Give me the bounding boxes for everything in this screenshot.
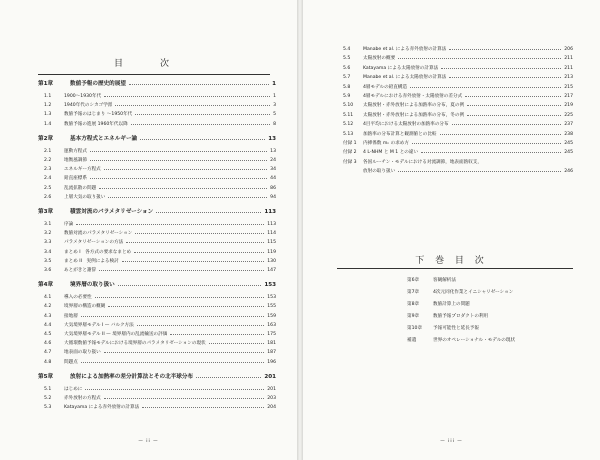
entry-title: Katayama による赤外放射の計算法 — [64, 405, 140, 411]
dot-leader — [95, 297, 265, 298]
dot-leader — [108, 306, 264, 307]
dot-leader — [90, 151, 267, 152]
entry-number: 第6章 — [407, 278, 420, 283]
entry-number: 3.6 — [44, 268, 52, 273]
chapter-entry — [38, 79, 276, 89]
entry-number: 2.1 — [44, 148, 52, 154]
entry-page: 201 — [267, 386, 276, 392]
dot-leader — [115, 105, 270, 106]
entry-number: 5.5 — [343, 56, 351, 62]
entry-number: 4.3 — [44, 313, 52, 319]
entry-number: 付録 1 — [343, 141, 357, 146]
vol2-entry — [407, 299, 470, 310]
entry-number: 付録 2 — [343, 150, 357, 156]
dot-leader — [137, 325, 264, 326]
entry-page: 115 — [267, 240, 276, 246]
dot-leader — [142, 407, 264, 408]
entry-title: エネルギー方程式 — [64, 167, 101, 173]
entry-page: 245 — [564, 141, 573, 146]
entry-page: 181 — [267, 341, 276, 347]
entry-number: 1.1 — [44, 94, 52, 99]
vol2-entry — [407, 287, 513, 298]
entry-number: 3.1 — [44, 222, 52, 227]
entry-page: 113 — [264, 209, 276, 215]
entry-number: 4.5 — [44, 332, 52, 337]
entry-number: 5.1 — [44, 386, 52, 392]
entry-page: 238 — [564, 131, 573, 137]
dot-leader — [209, 343, 265, 344]
dot-leader — [104, 352, 264, 353]
section-entry — [38, 120, 276, 130]
entry-title: 地衡風調節 — [64, 158, 87, 163]
entry-number: 1.4 — [44, 121, 52, 127]
entry-title: 4目平均における太陽放射の加熱率の分布 — [363, 122, 449, 128]
entry-page: 86 — [270, 185, 276, 191]
entry-title: Katayama による太陽放射の計算法 — [363, 65, 439, 71]
entry-page: 175 — [267, 332, 276, 337]
entry-page: 213 — [564, 75, 573, 81]
entry-number: 2.6 — [44, 194, 52, 200]
entry-number: 2.2 — [44, 158, 52, 163]
entry-title: Manabe et al. による赤外放射の計算法 — [363, 47, 447, 52]
entry-title: 数値予報の歴史的展望 — [70, 81, 126, 87]
entry-title: 赤外放射の方程式 — [64, 396, 101, 401]
dot-leader — [452, 124, 562, 125]
entry-title: 世界のオペレーショナル・モデルの現状 — [433, 338, 516, 343]
entry-title: はじめに — [64, 386, 83, 392]
entry-page: 246 — [564, 169, 573, 175]
dot-leader — [398, 58, 561, 59]
entry-title: 数値対流のパラメタリゼーション — [64, 231, 133, 237]
dot-leader — [104, 96, 270, 97]
entry-title: 大循環数値予報モデルにおける境界層のパラメタリゼーションの現状 — [64, 341, 206, 347]
chapter-entry — [38, 134, 276, 144]
page-folio: — ii — — [138, 439, 159, 444]
entry-title: 加熱率の分布計算と観測値との比較 — [363, 131, 437, 137]
section-entry — [38, 358, 276, 368]
entry-page: 34 — [270, 167, 276, 173]
entry-title: 導入の必要性 — [64, 295, 92, 301]
dot-leader — [465, 96, 561, 97]
dot-leader — [99, 270, 264, 271]
entry-page: 211 — [564, 56, 573, 62]
entry-title: 4 L-NHM と M 1 との違い — [363, 150, 419, 156]
dot-leader — [108, 197, 267, 198]
entry-number: 第4章 — [38, 282, 54, 289]
entry-title: パラメタリゼーションの方法 — [64, 240, 124, 246]
page-folio: — iii — — [440, 439, 463, 444]
entry-title: 基本方程式とエネルギー論 — [70, 135, 138, 142]
entry-page: 119 — [267, 249, 276, 255]
entry-title: 数値予報の進展 1960年代以降 — [64, 121, 128, 127]
entry-number: 4.2 — [44, 304, 52, 310]
dot-leader — [126, 242, 264, 243]
entry-title: 接地層 — [64, 313, 78, 319]
entry-title: 問題点 — [64, 359, 78, 365]
entry-number: 5.2 — [44, 396, 52, 401]
dot-leader — [104, 169, 267, 170]
right-page — [303, 0, 600, 460]
dot-leader — [135, 114, 270, 115]
vol2-entry — [407, 275, 456, 286]
entry-page: 203 — [267, 396, 276, 401]
entry-number: 5.7 — [343, 75, 351, 81]
dot-leader — [99, 188, 267, 189]
entry-number: 5.4 — [343, 47, 351, 52]
entry-title: 放射による加熱率の差分計算法とその北半球分布 — [70, 373, 194, 380]
entry-title: 運動方程式 — [64, 148, 87, 154]
entry-page: 211 — [564, 65, 573, 71]
title-rule — [38, 74, 270, 75]
dot-leader — [170, 334, 264, 335]
entry-page: 237 — [564, 122, 573, 128]
entry-title: 客観解析法 — [433, 278, 456, 283]
dot-leader — [412, 143, 561, 144]
vol2-entry — [407, 311, 488, 322]
chapter-entry — [38, 372, 276, 382]
entry-page: 163 — [267, 322, 276, 328]
entry-page: 113 — [267, 222, 276, 227]
entry-page: 114 — [267, 231, 276, 237]
dot-leader — [129, 84, 269, 85]
entry-title: 放射の取り扱い — [363, 169, 396, 175]
entry-page: 225 — [564, 112, 573, 118]
entry-page: 1 — [273, 94, 276, 99]
entry-title: 大気境界層モデル I — バルク方法 — [64, 322, 134, 328]
entry-number: 第9章 — [407, 314, 420, 319]
entry-number: 5.13 — [343, 131, 354, 137]
entry-title: 1900〜1930年代 — [64, 94, 102, 99]
entry-page: 153 — [264, 282, 276, 289]
entry-number: 5.9 — [343, 94, 351, 99]
entry-page: 147 — [267, 268, 276, 273]
entry-number: 2.4 — [44, 176, 52, 182]
entry-number: 5.10 — [343, 103, 354, 109]
entry-page: 187 — [267, 350, 276, 356]
entry-page: 3 — [273, 103, 276, 109]
dot-leader — [104, 398, 264, 399]
dot-leader — [467, 115, 561, 116]
entry-title: 序論 — [64, 222, 74, 227]
dot-leader — [140, 139, 265, 140]
dot-leader — [440, 134, 562, 135]
dot-leader — [90, 160, 267, 161]
dot-leader — [467, 105, 561, 106]
dot-leader — [81, 362, 264, 363]
entry-title: 太陽放射・赤外放射による加熱率の分布，冬の例 — [363, 112, 465, 118]
entry-number: 2.3 — [44, 167, 52, 173]
entry-page: 196 — [267, 359, 276, 365]
entry-number: 5.6 — [343, 65, 351, 71]
entry-page: 1 — [272, 81, 276, 87]
entry-page: 206 — [564, 47, 573, 52]
dot-leader — [131, 124, 270, 125]
entry-title: 内挿係数 mₙ の求め方 — [363, 141, 409, 146]
entry-title: 地表面の取り扱い — [64, 350, 101, 356]
entry-number: 1.2 — [44, 103, 52, 109]
vol2-entry — [407, 323, 479, 334]
entry-title: 大気境界層モデル II — 境界層内の乱流輸送の評価 — [64, 332, 168, 337]
dot-leader — [196, 377, 261, 378]
entry-number: 4.1 — [44, 295, 52, 301]
entry-title: 太陽放射・赤外放射による加熱率の分布，夏の例 — [363, 103, 465, 109]
entry-page: 13 — [268, 135, 276, 142]
entry-title: 1940年代のシカゴ学派 — [64, 103, 113, 109]
entry-page: 201 — [264, 373, 276, 380]
entry-number: 3.4 — [44, 249, 52, 255]
entry-title: 太陽放射の概要 — [363, 56, 396, 62]
section-entry — [38, 193, 276, 203]
dot-leader — [449, 49, 561, 50]
entry-title: 境界層の取り扱い — [70, 282, 115, 289]
entry-number: 4.6 — [44, 341, 52, 347]
entry-number: 第7章 — [407, 290, 420, 295]
entry-page: 215 — [564, 84, 573, 90]
entry-number: 2.5 — [44, 185, 52, 191]
entry-number: 5.3 — [44, 405, 52, 411]
entry-page: 8 — [273, 121, 276, 127]
entry-page: 153 — [267, 295, 276, 301]
entry-number: 補遺 — [407, 338, 417, 343]
vol2-rule — [337, 268, 573, 269]
entry-page: 204 — [267, 405, 276, 411]
dot-leader — [118, 285, 262, 286]
entry-page: 44 — [270, 176, 276, 182]
vol2-entry — [407, 335, 515, 346]
dot-leader — [156, 212, 261, 213]
dot-leader — [81, 316, 264, 317]
dot-leader — [421, 152, 561, 153]
entry-page: 5 — [273, 112, 276, 118]
entry-number: 3.5 — [44, 258, 52, 264]
vol2-title: 下 巻 目 次 — [415, 256, 488, 266]
entry-title: 数値予報プロダクトの利用 — [433, 314, 489, 319]
entry-number: 第3章 — [38, 209, 54, 215]
dot-leader — [90, 178, 267, 179]
entry-number: 1.3 — [44, 112, 52, 118]
entry-page: 13 — [270, 148, 276, 154]
entry-title: 数値予報のはじまり 〜1950年代 — [64, 112, 133, 118]
entry-number: 4.4 — [44, 322, 52, 328]
entry-page: 155 — [267, 304, 276, 310]
entry-number: 第2章 — [38, 135, 54, 142]
entry-number: 3.2 — [44, 231, 52, 237]
chapter-entry — [38, 207, 276, 217]
dot-leader — [135, 233, 264, 234]
entry-page: 159 — [267, 313, 276, 319]
entry-page: 130 — [267, 258, 276, 264]
dot-leader — [410, 87, 561, 88]
entry-title: Manabe et al. による太陽放射の計算法 — [363, 75, 447, 81]
entry-number: 5.8 — [343, 84, 351, 90]
entry-number: 付録 3 — [343, 159, 357, 165]
entry-page: 245 — [564, 150, 573, 156]
entry-title: 4層モデルにおける赤外放射・太陽放射の差分式 — [363, 94, 463, 99]
chapter-entry — [38, 280, 276, 290]
entry-number: 第10章 — [407, 326, 423, 331]
entry-number: 第8章 — [407, 302, 420, 307]
entry-number: 4.8 — [44, 359, 52, 365]
left-page — [0, 0, 297, 460]
dot-leader — [134, 252, 264, 253]
entry-title: 境界層の構造の概観 — [64, 304, 106, 310]
section-entry — [38, 266, 276, 276]
entry-number: 第5章 — [38, 373, 54, 380]
entry-title: まとめ I 各方式の要求なまとめ — [64, 249, 132, 255]
entry-title: 各国ルーチン・モデルにおける対流調節，地表面熱収支， — [363, 159, 482, 165]
entry-title: 予報可能性と延長予報 — [433, 326, 479, 331]
entry-page: 94 — [270, 194, 276, 200]
dot-leader — [76, 224, 264, 225]
entry-number: 第1章 — [38, 81, 54, 87]
section-entry — [38, 403, 276, 413]
entry-number: 4.7 — [44, 350, 52, 356]
entry-title: 積雲対流のパラメタリゼーション — [70, 209, 154, 215]
entry-title: 上層大気の取り扱い — [64, 194, 106, 200]
entry-page: 219 — [564, 103, 573, 109]
entry-title: 4次元同化作業とイニシャリゼーション — [433, 290, 514, 295]
entry-number: 5.12 — [343, 122, 354, 128]
entry-title: 数値計算上の問題 — [433, 302, 470, 307]
dot-leader — [398, 171, 561, 172]
entry-title: 乱流拡散の問題 — [64, 185, 97, 191]
dot-leader — [449, 77, 561, 78]
dot-leader — [85, 389, 264, 390]
section-entry — [337, 167, 573, 177]
toc-title: 目 次 — [113, 59, 183, 69]
entry-title: 鉛直座標系 — [64, 176, 87, 182]
entry-number: 3.3 — [44, 240, 52, 246]
entry-title: まとめ II 実例による検討 — [64, 258, 119, 264]
entry-number: 5.11 — [343, 112, 354, 118]
entry-title: あとがきと謝辞 — [64, 268, 97, 273]
dot-leader — [441, 68, 561, 69]
entry-title: 4層モデルの鉛直構造 — [363, 84, 408, 90]
entry-page: 217 — [564, 94, 573, 99]
entry-page: 24 — [270, 158, 276, 163]
dot-leader — [122, 261, 265, 262]
